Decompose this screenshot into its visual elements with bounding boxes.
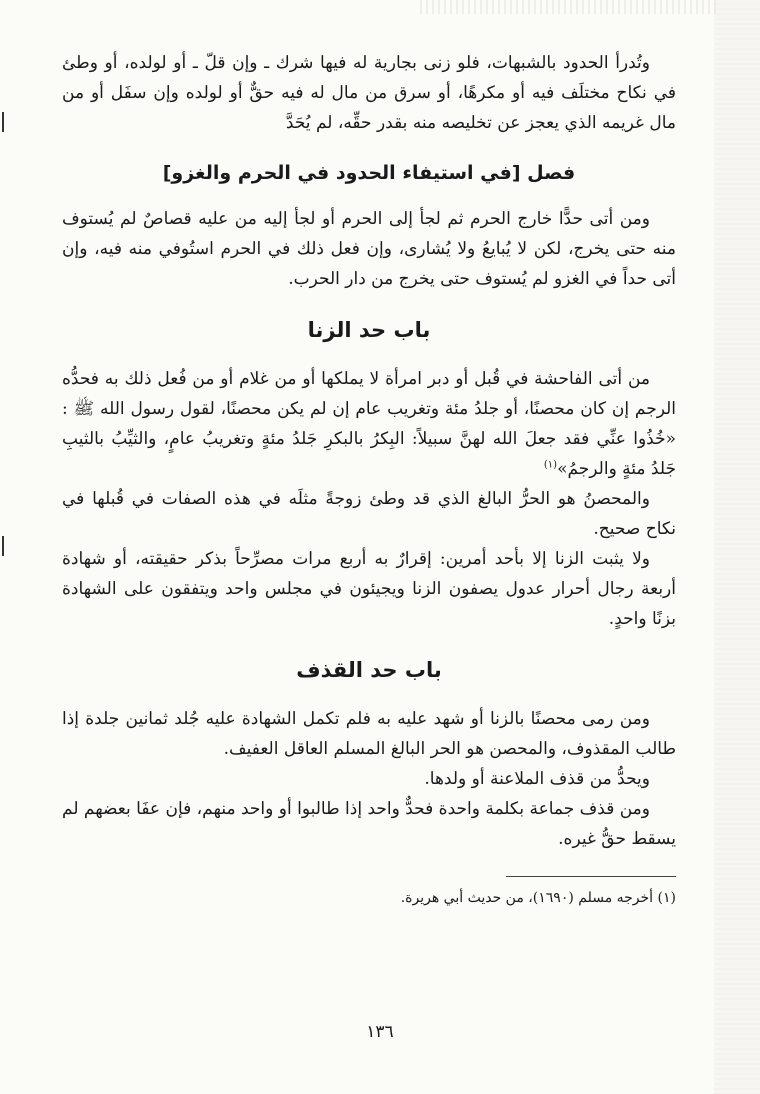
paragraph: ويحدُّ من قذف الملاعنة أو ولدها. xyxy=(424,769,650,789)
footnote-area xyxy=(62,876,676,911)
paragraph: ولا يثبت الزنا إلا بأحد أمرين: إقرارٌ به أربع مرات مصرِّحاً بذكر حقيقته، أو شهادة أربعة رجال أحرار عدول يصفون الزنا ويجيئون في مجلس واحد ويتفقون على الشهادة بزنًا واحدٍ. xyxy=(62,549,676,629)
page-number: ١٣٦ xyxy=(366,1022,394,1042)
chapter-body-zina xyxy=(62,364,676,634)
footnote: (١) أخرجه مسلم (١٦٩٠)، من حديث أبي هريرة. xyxy=(400,890,676,906)
footnote-reference: (١) xyxy=(543,459,558,471)
paragraph: ومن أتى حدًّا خارج الحرم ثم لجأ إلى الحرم أو لجأ إليه من عليه قصاصٌ لم يُستوف منه حتى يخرج، لكن لا يُبايعُ ولا يُشارى، وإن فعل ذلك في الحرم استُوفي منه فيه، وإن أتى حداً في الغزو لم يُستوف حتى يخرج من دار الحرب. xyxy=(62,209,676,289)
paragraph: ومن رمى محصنًا بالزنا أو شهد عليه به فلم تكمل الشهادة عليه جُلد ثمانين جلدة إذا طالب المقذوف، والمحصن هو الحر البالغ المسلم العاقل العفيف. xyxy=(62,709,676,759)
footnote-divider xyxy=(506,876,676,877)
section-body xyxy=(62,204,676,294)
paragraph-intro: وتُدرأ الحدود بالشبهات، فلو زنى بجارية له فيها شرك ـ وإن قلّ ـ أو لولده، أو وطئ في نكاح مختلَف فيه أو مكرهًا، أو سرق من مال له فيه حقٌّ أو لولده وإن سفَل أو من مال غريمه الذي يعجز عن تخليصه منه بقدر حقِّه، لم يُحَدَّ xyxy=(62,53,676,133)
paragraph xyxy=(62,364,676,484)
paragraph: ومن قذف جماعة بكلمة واحدة فحدٌّ واحد إذا طالبوا أو واحد منهم، فإن عفَا بعضهم لم يسقط حقُّ غيره. xyxy=(62,799,676,849)
paragraph: والمحصنُ هو الحرُّ البالغ الذي قد وطئ زوجةً مثلَه في هذه الصفات في قُبلها في نكاح صحيح. xyxy=(62,489,676,539)
chapter-title-qadhf: باب حد القذف xyxy=(296,658,442,682)
chapter-body-qadhf xyxy=(62,704,676,854)
body-text xyxy=(62,48,676,138)
chapter-title-zina: باب حد الزنا xyxy=(307,318,431,342)
section-title: فصل [في استيفاء الحدود في الحرم والغزو] xyxy=(162,162,576,184)
paragraph-text: من أتى الفاحشة في قُبل أو دبر امرأة لا يملكها أو من غلام أو من فُعل ذلك به فحدُّه الرجم إن كان محصنًا، أو جلدُ مئة وتغريب عام إن لم يكن محصنًا، لقول رسول الله ﷺ : «خُذُوا عنِّي فقد جعلَ الله لهنَّ سبيلاً: البِكرُ بالبكرِ جَلدُ مئةٍ وتغريبُ عامٍ، والثيِّبُ بالثيبِ جَلدُ مئةٍ والرجمُ» xyxy=(62,369,676,479)
